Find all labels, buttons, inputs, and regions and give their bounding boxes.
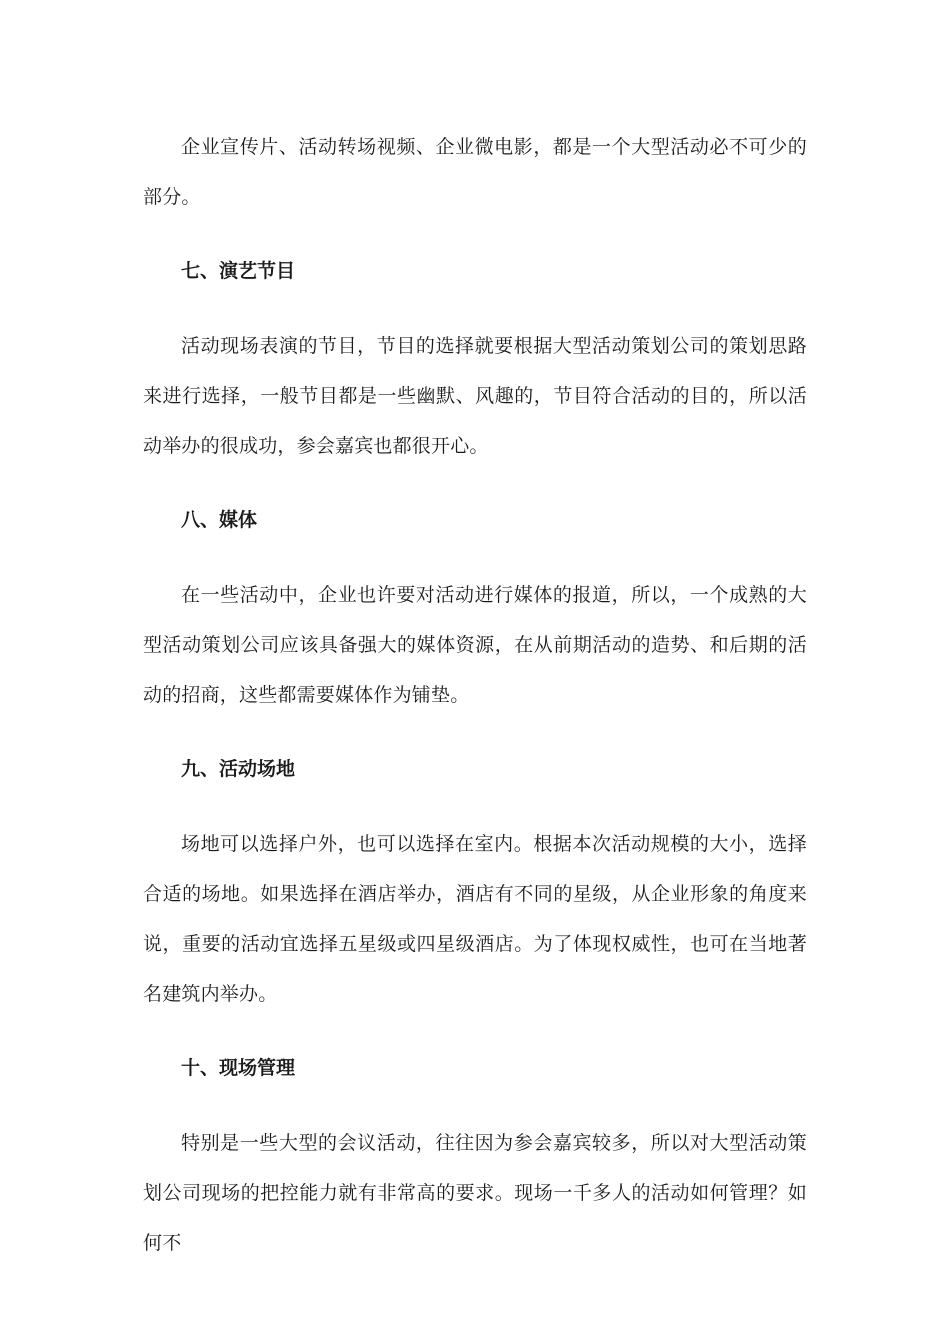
heading-onsite-management: 十、现场管理 [181, 1057, 296, 1079]
section-7 [143, 246, 807, 296]
section-8 [143, 495, 807, 545]
heading-media: 八、媒体 [181, 509, 258, 531]
paragraph-intro: 企业宣传片、活动转场视频、企业微电影，都是一个大型活动必不可少的部分。 [143, 136, 807, 208]
section-9 [143, 744, 807, 794]
section-7-body [143, 321, 807, 471]
section-10 [143, 1043, 807, 1093]
paragraph-media: 在一些活动中，企业也许要对活动进行媒体的报道，所以，一个成熟的大型活动策划公司应该具备强大的媒体资源，在从前期活动的造势、和后期的活动的招商，这些都需要媒体作为铺垫。 [143, 584, 807, 706]
heading-performance: 七、演艺节目 [181, 260, 296, 282]
intro-section [143, 122, 807, 222]
paragraph-onsite-management: 特别是一些大型的会议活动，往往因为参会嘉宾较多，所以对大型活动策划公司现场的把控能力就有非常高的要求。现场一千多人的活动如何管理？如何不 [143, 1132, 807, 1254]
section-10-body [143, 1118, 807, 1268]
heading-venue: 九、活动场地 [181, 758, 296, 780]
paragraph-venue: 场地可以选择户外，也可以选择在室内。根据本次活动规模的大小，选择合适的场地。如果选择在酒店举办，酒店有不同的星级，从企业形象的角度来说，重要的活动宜选择五星级或四星级酒店。为了体现权威性，也可在当地著名建筑内举办。 [143, 833, 807, 1005]
paragraph-performance: 活动现场表演的节目，节目的选择就要根据大型活动策划公司的策划思路来进行选择，一般节目都是一些幽默、风趣的，节目符合活动的目的，所以活动举办的很成功，参会嘉宾也都很开心。 [143, 335, 807, 457]
section-8-body [143, 570, 807, 720]
section-9-body [143, 819, 807, 1019]
